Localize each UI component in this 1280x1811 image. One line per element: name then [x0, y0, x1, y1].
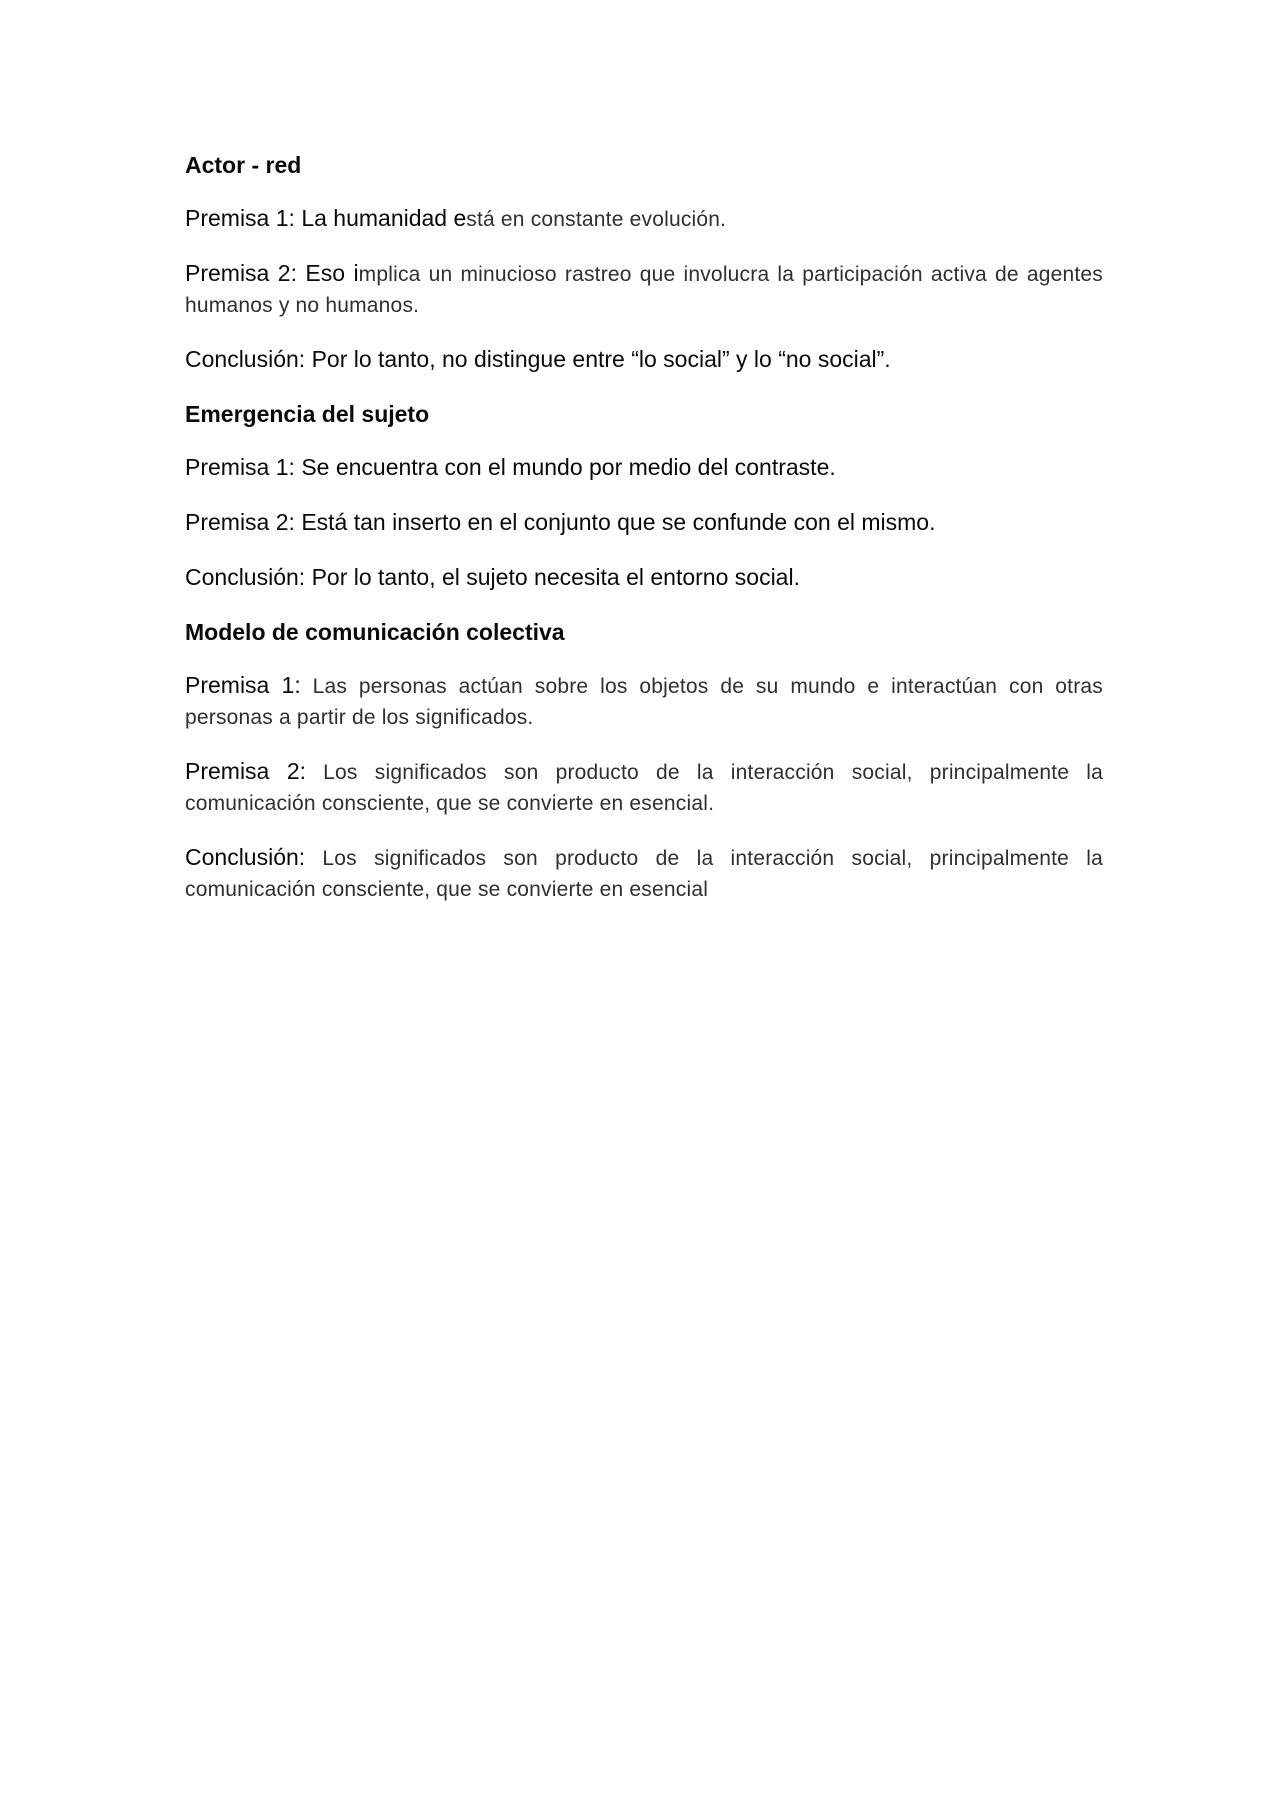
conclusion-lead: Conclusión: Por lo tanto, el sujeto necesita el entorno social. — [185, 564, 800, 590]
section-heading-actor-red: Actor - red — [185, 152, 302, 178]
conclusion-lead: Conclusión: Por lo tanto, no distingue entre “lo social” y lo “no social”. — [185, 346, 891, 372]
premise-lead: Premisa 1: La humanidad e — [185, 205, 467, 231]
premise-1-paragraph — [185, 452, 1103, 484]
conclusion-lead: Conclusión: — [185, 844, 306, 870]
premise-2-paragraph — [185, 756, 1103, 819]
premise-2-paragraph — [185, 507, 1103, 539]
premise-text: stá en constante evolución. — [466, 208, 727, 231]
document-body — [185, 150, 1103, 905]
premise-text: mplica un minucioso rastreo que involucra la participación activa de agentes humanos y no humanos. — [185, 263, 1103, 317]
conclusion-paragraph — [185, 562, 1103, 594]
premise-1-paragraph — [185, 670, 1103, 733]
premise-lead: Premisa 1: Se encuentra con el mundo por medio del contraste. — [185, 454, 836, 480]
premise-text: Los significados son producto de la interacción social, principalmente la comunicación consciente, que se convierte en esencial. — [185, 761, 1103, 815]
premise-lead: Premisa 2: Eso i — [185, 260, 359, 286]
section-heading-emergencia: Emergencia del sujeto — [185, 401, 430, 427]
premise-1-paragraph — [185, 203, 1103, 235]
section-heading-modelo: Modelo de comunicación colectiva — [185, 619, 565, 645]
conclusion-text: Los significados son producto de la interacción social, principalmente la comunicación consciente, que se convierte en esencial — [185, 847, 1103, 901]
premise-lead: Premisa 2: Está tan inserto en el conjunto que se confunde con el mismo. — [185, 509, 936, 535]
premise-lead: Premisa 2: — [185, 758, 307, 784]
conclusion-paragraph — [185, 344, 1103, 376]
conclusion-paragraph — [185, 842, 1103, 905]
premise-2-paragraph — [185, 258, 1103, 321]
premise-lead: Premisa 1: — [185, 672, 301, 698]
premise-text: Las personas actúan sobre los objetos de su mundo e interactúan con otras personas a partir de los significados. — [185, 675, 1103, 729]
